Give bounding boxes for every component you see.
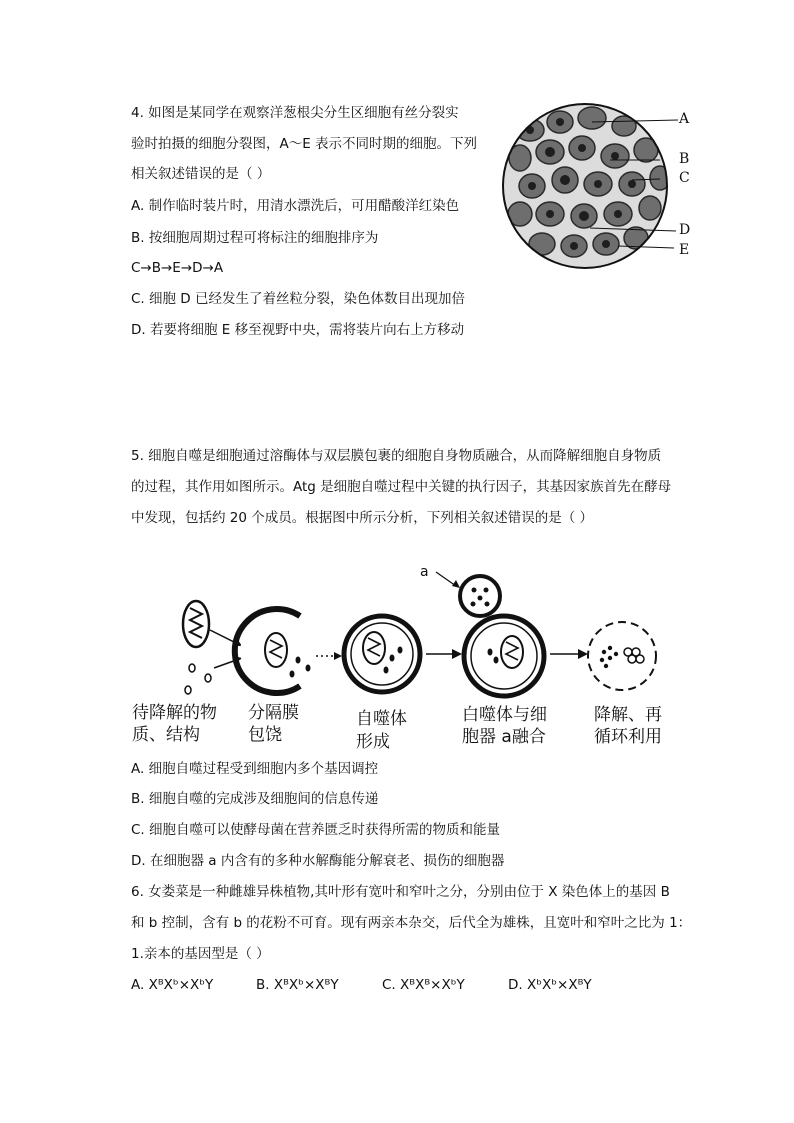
q5-option-c: C. 细胞自噬可以使酵母菌在营养匮乏时获得所需的物质和能量 <box>131 822 501 838</box>
caption-step1-line1: 待降解的物 <box>132 703 217 723</box>
q5-stem-line2: 的过程，其作用如图所示。Atg 是细胞自噬过程中关键的执行因子，其基因家族首先在酵母 <box>131 479 672 495</box>
cell-label-a: A <box>679 111 690 127</box>
caption-step2-line2: 包饶 <box>248 725 282 745</box>
q5-option-a: A. 细胞自噬过程受到细胞内多个基因调控 <box>131 761 379 777</box>
cell-label-b: B <box>679 151 690 167</box>
autolysosome-icon <box>464 616 544 696</box>
q4-option-d: D. 若要将细胞 E 移至视野中央，需将装片向右上方移动 <box>131 322 465 338</box>
micrograph-image <box>500 100 700 270</box>
autophagy-diagram <box>130 560 670 700</box>
q4-stem-line1: 4. 如图是某同学在观察洋葱根尖分生区细胞有丝分裂实 <box>131 105 459 121</box>
q4-stem-line3: 相关叙述错误的是（ ） <box>131 166 271 182</box>
autophagosome-icon <box>344 616 420 692</box>
cell-label-e: E <box>679 242 690 258</box>
q6-option-a: A. XᴮXᵇ×XᵇY <box>131 977 214 993</box>
phagophore-icon <box>235 609 300 693</box>
q6-option-c: C. XᴮXᴮ×XᵇY <box>382 977 465 993</box>
q6-stem-line2: 和 b 控制，含有 b 的花粉不可育。现有两亲本杂交，后代全为雄株，且宽叶和窄叶之比为 1： <box>131 915 692 931</box>
caption-step5-line1: 降解、再 <box>594 705 662 725</box>
cell-label-d: D <box>679 222 691 238</box>
caption-step2-line1: 分隔膜 <box>248 703 299 723</box>
mitochondrion-icon <box>183 601 209 647</box>
degraded-products-icon <box>588 622 656 690</box>
q6-stem-line1: 6. 女娄菜是一种雌雄异株植物,其叶形有宽叶和窄叶之分，分别由位于 X 染色体上的基因 B <box>131 884 670 900</box>
q6-stem-line3: 1.亲本的基因型是（ ） <box>131 946 270 962</box>
cell-label-c: C <box>679 170 690 186</box>
q4-option-a: A. 制作临时装片时，用清水漂洗后，可用醋酸洋红染色 <box>131 198 460 214</box>
q4-stem-line2: 验时拍摄的细胞分裂图，A～E 表示不同时期的细胞。下列 <box>131 136 478 152</box>
q4-option-b: B. 按细胞周期过程可将标注的细胞排序为 <box>131 230 379 246</box>
caption-step4-line2: 胞器 a融合 <box>462 727 546 747</box>
caption-step3-line2: 形成 <box>356 732 390 752</box>
caption-step5-line2: 循环利用 <box>594 727 662 747</box>
q5-option-d: D. 在细胞器 a 内含有的多种水解酶能分解衰老、损伤的细胞器 <box>131 853 505 869</box>
q4-option-c: C. 细胞 D 已经发生了着丝粒分裂，染色体数目出现加倍 <box>131 291 465 307</box>
lysosome-label-a: a <box>420 564 429 580</box>
q6-option-d: D. XᵇXᵇ×XᴮY <box>508 977 592 993</box>
lysosome-a-icon <box>460 576 500 616</box>
caption-step1-line2: 质、结构 <box>132 725 200 745</box>
q5-stem-line3: 中发现，包括约 20 个成员。根据图中所示分析，下列相关叙述错误的是（ ） <box>131 510 594 526</box>
q4-option-b-sequence: C→B→E→D→A <box>131 260 224 276</box>
caption-step4-line1: 白噬体与细 <box>462 705 547 725</box>
q6-option-b: B. XᴮXᵇ×XᴮY <box>256 977 339 993</box>
caption-step3-line1: 自噬体 <box>356 709 407 729</box>
q5-option-b: B. 细胞自噬的完成涉及细胞间的信息传递 <box>131 791 379 807</box>
q5-stem-line1: 5. 细胞自噬是细胞通过溶酶体与双层膜包裹的细胞自身物质融合，从而降解细胞自身物质 <box>131 448 662 464</box>
